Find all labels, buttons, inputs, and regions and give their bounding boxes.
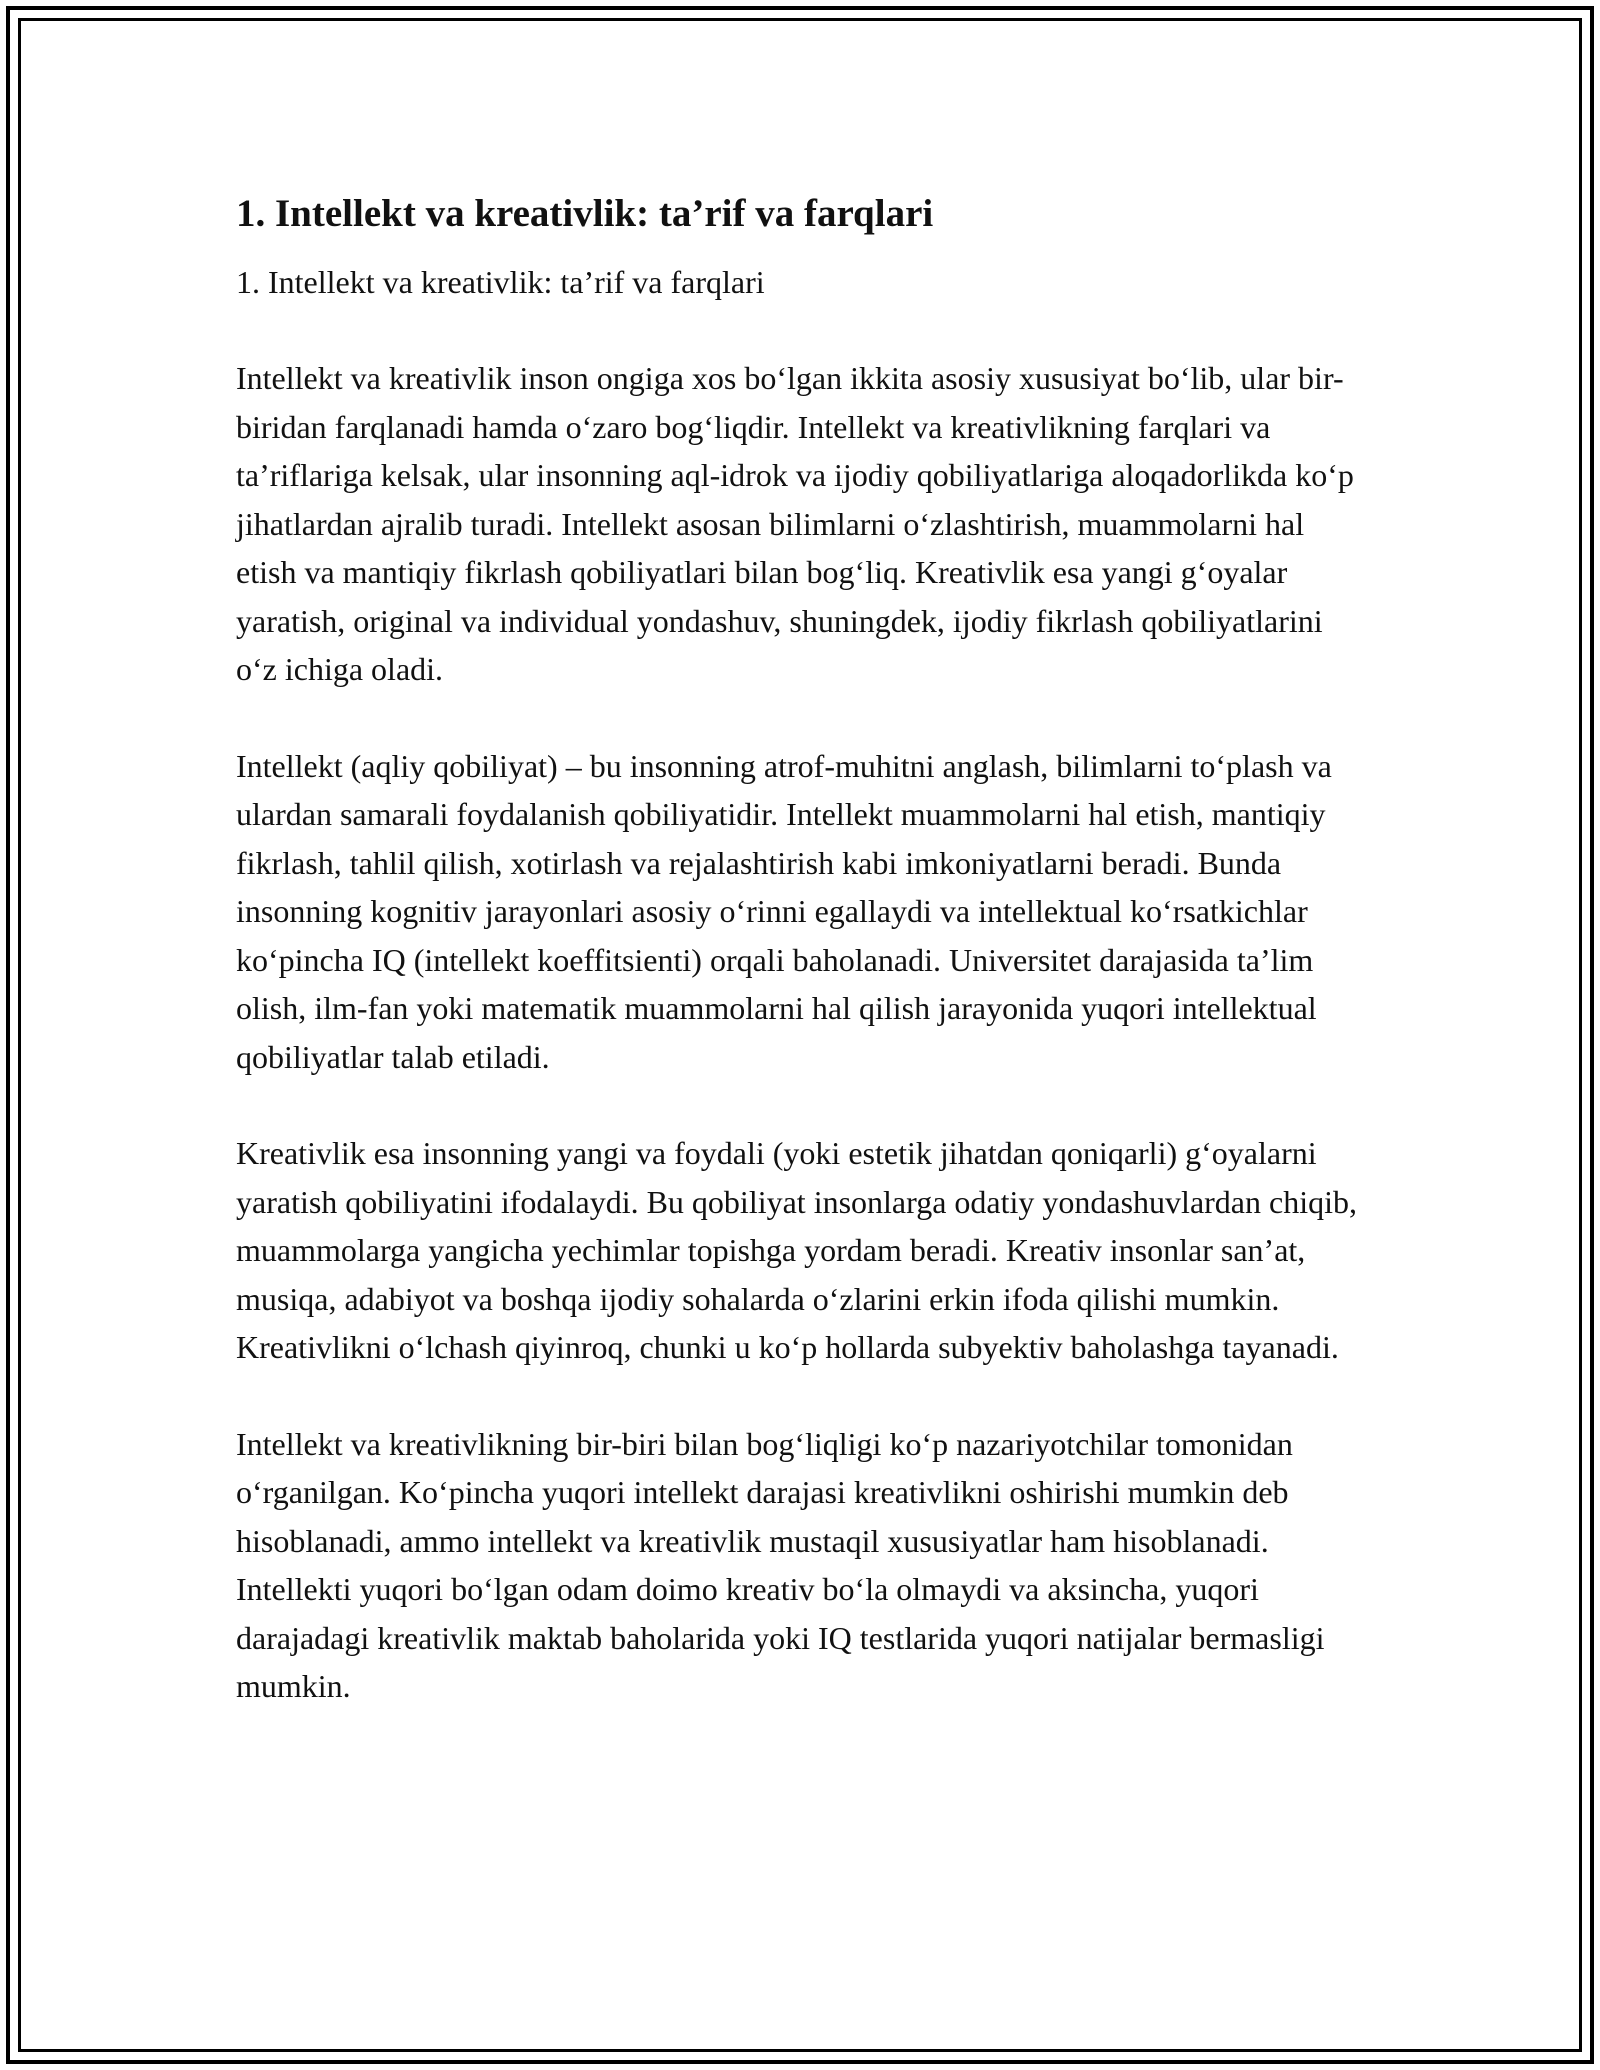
document-heading: 1. Intellekt va kreativlik: ta’rif va farqlari xyxy=(236,192,934,235)
paragraph-4: Intellekt va kreativlikning bir-biri bilan bog‘liqligi ko‘p nazariyotchilar tomonidan o‘rganilgan. Ko‘pincha yuqori intellekt darajasi kreativlikni oshirishi mumkin deb hisoblanadi, ammo intellekt va kreativlik mustaqil xususiyatlar ham hisoblanadi. Intellekti yuqori bo‘lgan odam doimo kreativ bo‘la olmaydi va aksincha, yuqori darajadagi kreativlik maktab baholarida yoki IQ testlarida yuqori natijalar bermasligi mumkin. xyxy=(236,1425,1325,1704)
document-subheading: 1. Intellekt va kreativlik: ta’rif va farqlari xyxy=(236,264,765,300)
paragraph-2: Intellekt (aqliy qobiliyat) – bu insonning atrof-muhitni anglash, bilimlarni to‘plash va ulardan samarali foydalanish qobiliyatidir. Intellekt muammolarni hal etish, mantiqiy fikrlash, tahlil qilish, xotirlash va rejalashtirish kabi imkoniyatlarni beradi. Bunda insonning kognitiv jarayonlari asosiy o‘rinni egallaydi va intellektual ko‘rsatkichlar ko‘pincha IQ (intellekt koeffitsienti) orqali baholanadi. Universitet darajasida ta’lim olish, ilm-fan yoki matematik muammolarni hal qilish jarayonida yuqori intellektual qobiliyatlar talab etiladi. xyxy=(236,747,1332,1075)
document-body xyxy=(236,186,1366,1711)
paragraph-3: Kreativlik esa insonning yangi va foydali (yoki estetik jihatdan qoniqarli) g‘oyalarni yaratish qobiliyatini ifodalaydi. Bu qobiliyat insonlarga odatiy yondashuvlardan chiqib, muammolarga yangicha yechimlar topishga yordam beradi. Kreativ insonlar san’at, musiqa, adabiyot va boshqa ijodiy sohalarda o‘zlarini erkin ifoda qilishi mumkin. Kreativlikni o‘lchash qiyinroq, chunki u ko‘p hollarda subyektiv baholashga tayanadi. xyxy=(236,1135,1357,1365)
paragraph-1: Intellekt va kreativlik inson ongiga xos bo‘lgan ikkita asosiy xususiyat bo‘lib, ular bir-biridan farqlanadi hamda o‘zaro bog‘liqdir. Intellekt va kreativlikning farqlari va ta’riflariga kelsak, ular insonning aql-idrok va ijodiy qobiliyatlariga aloqadorlikda ko‘p jihatlardan ajralib turadi. Intellekt asosan bilimlarni o‘zlashtirish, muammolarni hal etish va mantiqiy fikrlash qobiliyatlari bilan bog‘liq. Kreativlik esa yangi g‘oyalar yaratish, original va individual yondashuv, shuningdek, ijodiy fikrlash qobiliyatlarini o‘z ichiga oladi. xyxy=(236,360,1354,687)
